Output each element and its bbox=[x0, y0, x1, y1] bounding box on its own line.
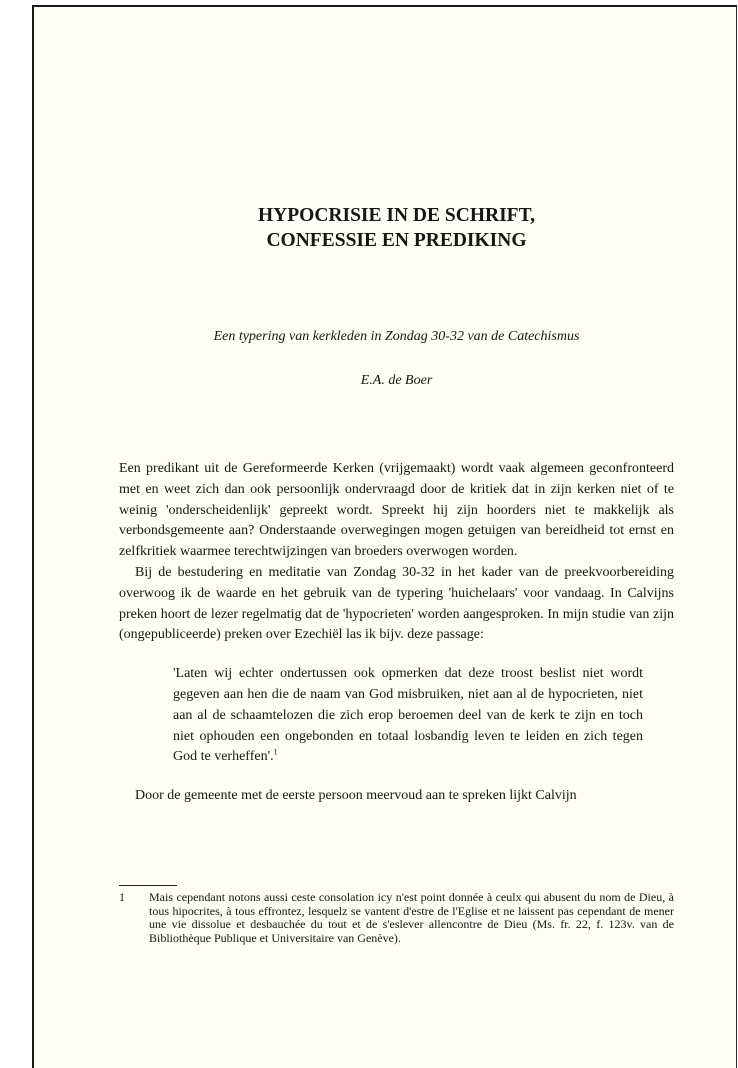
footnote bbox=[119, 891, 674, 945]
title-line-1: HYPOCRISIE IN DE SCHRIFT, bbox=[257, 205, 536, 226]
paragraph-1: Een predikant uit de Gereformeerde Kerken (vrijgemaakt) wordt vaak algemeen geconfronteerd met en weet zich dan ook persoonlijk ondervraagd door de kritiek dat in zijn kerken niet of te weinig 'onderscheidenlijk' gepreekt wordt. Spreekt hij zijn hoorders niet te makkelijk als verbondsgemeente aan? Onderstaande overwegingen mogen getuigen van bereidheid tot ernst en zelfkritiek waarmee terechtwijzingen van broeders overwogen worden. bbox=[119, 461, 674, 560]
article-subtitle: Een typering van kerkleden in Zondag 30-32 van de Catechismus bbox=[213, 329, 580, 344]
article-title bbox=[119, 203, 674, 253]
footnote-divider bbox=[119, 885, 177, 886]
document-page bbox=[32, 5, 737, 1068]
footnote-text: Mais cependant notons aussi ceste consolation icy n'est point donnée à ceulx qui abusent du nom de Dieu, à tous hipocrites, à tous effrontez, lesquelz se vantent d'estre de l'Eglise et ne laissent pas cependant de mener une vie dissolue et desbauchée du tout et de s'eslever allencontre de Dieu (Ms. fr. 22, f. 123v. van de Bibliothèque Publique et Universitaire van Genève). bbox=[149, 890, 674, 945]
block-quote bbox=[173, 664, 643, 768]
footnote-reference[interactable]: 1 bbox=[273, 747, 278, 757]
author-name: E.A. de Boer bbox=[360, 373, 433, 388]
quote-text: 'Laten wij echter ondertussen ook opmerken dat deze troost beslist niet wordt gegeven aan hen die de naam van God misbruiken, niet aan al de hypocrieten, niet aan al de schaamtelozen die zich erop beroemen deel van de kerk te zijn en toch niet ophouden een ongebonden en totaal losbandig leven te leiden en zich tegen God te verheffen'. bbox=[173, 666, 643, 765]
footnote-number: 1 bbox=[119, 890, 125, 904]
article-body bbox=[119, 459, 674, 807]
paragraph-2: Bij de bestudering en meditatie van Zondag 30-32 in het kader van de preekvoorbereiding overwoog ik de waarde en het gebruik van de typering 'huichelaars' voor vandaag. In Calvijns preken hoort de lezer regelmatig dat de 'hypocrieten' worden aangesproken. In mijn studie van zijn (ongepubliceerde) preken over Ezechiël las ik bijv. deze passage: bbox=[119, 564, 674, 643]
paragraph-3: Door de gemeente met de eerste persoon meervoud aan te spreken lijkt Calvijn bbox=[135, 788, 577, 804]
title-line-2: CONFESSIE EN PREDIKING bbox=[266, 230, 527, 251]
